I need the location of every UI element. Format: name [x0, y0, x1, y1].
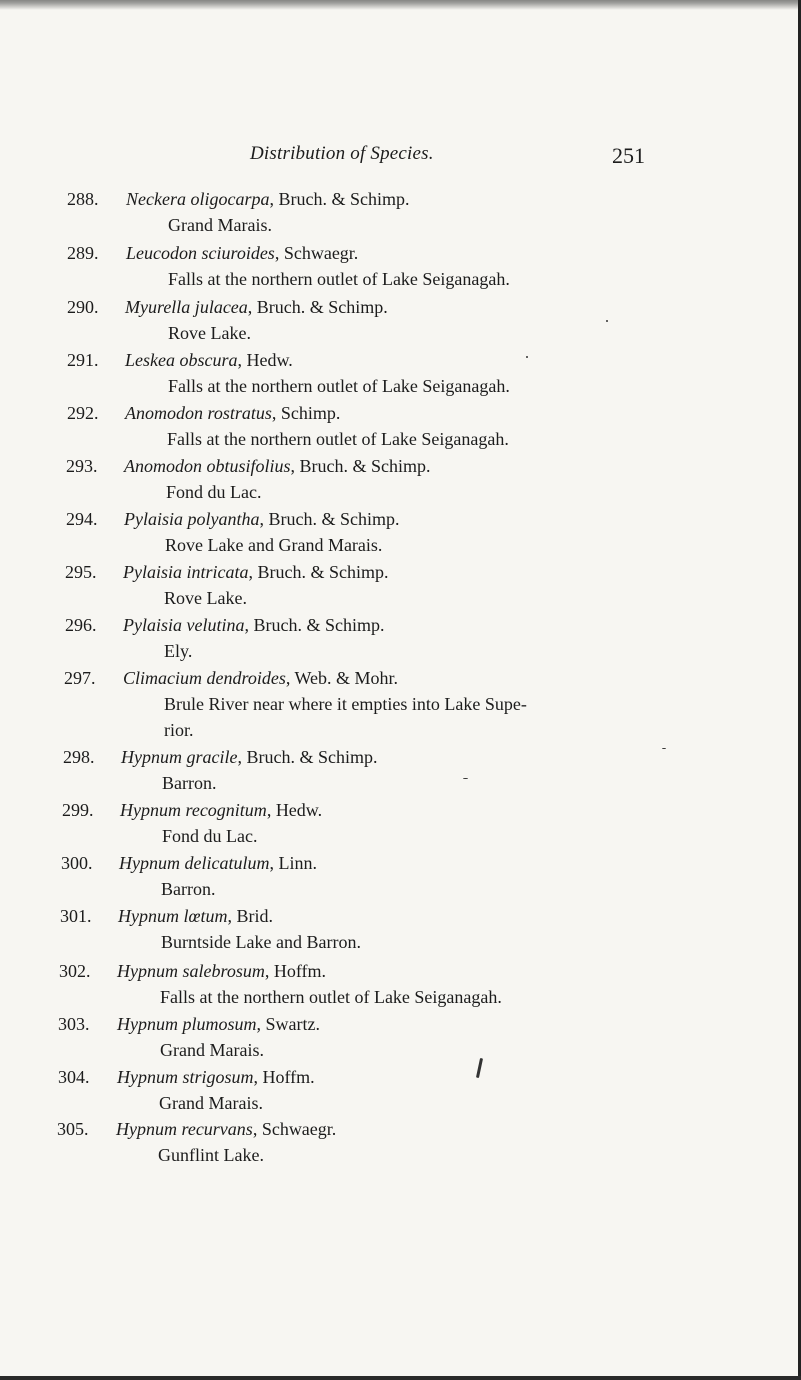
species-authority: , Schwaegr.	[252, 1119, 337, 1139]
species-name: Hypnum plumosum	[117, 1014, 257, 1034]
locality-line: Grand Marais.	[160, 1040, 264, 1060]
locality-line: rior.	[164, 720, 194, 740]
species-authority: , Bruch. & Schimp.	[259, 509, 400, 529]
species-authority: , Hoffm.	[264, 961, 326, 981]
species-authority: , Bruch. & Schimp.	[247, 297, 388, 317]
species-line	[117, 1066, 315, 1088]
page-number: 251	[612, 143, 645, 168]
ink-speck	[476, 1058, 483, 1078]
species-line	[125, 402, 340, 424]
species-line	[120, 799, 322, 821]
species-name: Hypnum lœtum	[118, 906, 228, 926]
species-line	[123, 561, 389, 583]
locality-line: Rove Lake.	[164, 588, 247, 608]
locality-line: Rove Lake and Grand Marais.	[165, 535, 383, 555]
species-authority: , Hedw.	[237, 350, 293, 370]
species-authority: , Bruch. & Schimp.	[248, 562, 389, 582]
species-name: Pylaisia intricata	[123, 562, 249, 582]
ink-speck	[526, 356, 528, 358]
page-bottom-border	[0, 1376, 801, 1380]
locality-line: Fond du Lac.	[162, 826, 258, 846]
species-authority: , Web. & Mohr.	[285, 668, 399, 688]
locality-line: Burntside Lake and Barron.	[161, 932, 361, 952]
locality-line: Barron.	[162, 773, 217, 793]
entry-number: 290.	[67, 297, 99, 317]
entry-number: 301.	[60, 906, 92, 926]
entry-number: 293.	[66, 456, 98, 476]
species-authority: , Bruch. & Schimp.	[290, 456, 431, 476]
species-name: Climacium dendroides	[123, 668, 286, 688]
species-name: Myurella julacea	[125, 297, 248, 317]
species-authority: , Swartz.	[256, 1014, 320, 1034]
ink-speck	[463, 778, 468, 779]
species-line	[124, 508, 399, 530]
species-line	[117, 960, 326, 982]
locality-line: Grand Marais.	[159, 1093, 263, 1113]
entry-number: 302.	[59, 961, 91, 981]
locality-line: Ely.	[164, 641, 193, 661]
species-line	[118, 905, 273, 927]
entry-number: 303.	[58, 1014, 90, 1034]
species-authority: , Hedw.	[266, 800, 323, 820]
species-authority: , Bruch. & Schimp.	[269, 189, 410, 209]
entry-number: 300.	[61, 853, 93, 873]
entry-number: 291.	[67, 350, 99, 370]
species-name: Pylaisia velutina	[123, 615, 245, 635]
locality-line: Grand Marais.	[168, 215, 272, 235]
locality-line: Falls at the northern outlet of Lake Seiganagah.	[168, 376, 510, 396]
species-line	[123, 667, 398, 689]
entry-number: 297.	[64, 668, 96, 688]
running-head: Distribution of Species.	[250, 143, 434, 164]
ink-speck	[606, 320, 608, 322]
species-line	[126, 188, 409, 210]
locality-line: Rove Lake.	[168, 323, 251, 343]
species-name: Hypnum recognitum	[120, 800, 267, 820]
species-line	[126, 242, 358, 264]
entry-number: 295.	[65, 562, 97, 582]
species-name: Hypnum salebrosum	[117, 961, 265, 981]
species-name: Hypnum strigosum	[117, 1067, 254, 1087]
locality-line: Falls at the northern outlet of Lake Seiganagah.	[160, 987, 502, 1007]
entry-number: 288.	[67, 189, 99, 209]
entry-number: 299.	[62, 800, 94, 820]
species-name: Pylaisia polyantha	[124, 509, 260, 529]
species-name: Neckera oligocarpa	[126, 189, 270, 209]
species-line	[119, 852, 317, 874]
species-authority: , Brid.	[227, 906, 274, 926]
species-authority: , Bruch. & Schimp.	[244, 615, 385, 635]
page-top-shadow	[0, 0, 801, 14]
entry-number: 294.	[66, 509, 98, 529]
species-name: Hypnum gracile	[121, 747, 238, 767]
species-line	[125, 296, 388, 318]
species-line	[117, 1013, 320, 1035]
locality-line: Brule River near where it empties into Lake Supe-	[164, 694, 527, 714]
entry-number: 304.	[58, 1067, 90, 1087]
species-authority: , Hoffm.	[253, 1067, 315, 1087]
locality-line: Fond du Lac.	[166, 482, 262, 502]
ink-speck	[662, 748, 666, 749]
species-line	[121, 746, 377, 768]
entry-number: 296.	[65, 615, 97, 635]
entry-number: 305.	[57, 1119, 89, 1139]
species-name: Anomodon obtusifolius	[124, 456, 291, 476]
locality-line: Falls at the northern outlet of Lake Seiganagah.	[167, 429, 509, 449]
species-line	[124, 455, 431, 477]
species-authority: , Schimp.	[271, 403, 341, 423]
species-name: Leskea obscura	[125, 350, 238, 370]
entry-number: 289.	[67, 243, 99, 263]
locality-line: Gunflint Lake.	[158, 1145, 264, 1165]
species-authority: , Schwaegr.	[274, 243, 359, 263]
entry-number: 292.	[67, 403, 99, 423]
species-name: Leucodon sciuroides	[126, 243, 275, 263]
species-authority: , Bruch. & Schimp.	[237, 747, 378, 767]
species-name: Hypnum delicatulum	[119, 853, 270, 873]
species-authority: , Linn.	[269, 853, 317, 873]
species-name: Hypnum recurvans	[116, 1119, 253, 1139]
species-name: Anomodon rostratus	[125, 403, 272, 423]
species-line	[116, 1118, 336, 1140]
locality-line: Barron.	[161, 879, 216, 899]
species-line	[123, 614, 384, 636]
locality-line: Falls at the northern outlet of Lake Seiganagah.	[168, 269, 510, 289]
entry-number: 298.	[63, 747, 95, 767]
species-line	[125, 349, 293, 371]
